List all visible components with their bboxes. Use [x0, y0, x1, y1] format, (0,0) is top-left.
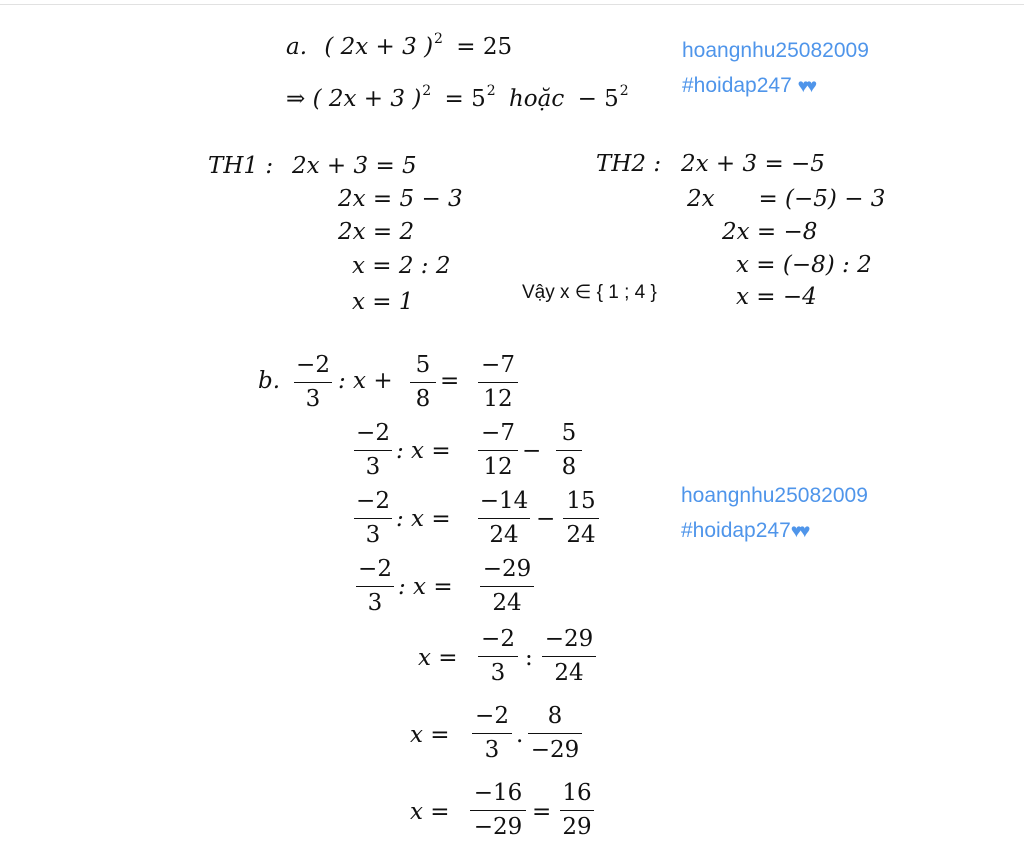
fraction: [480, 558, 534, 615]
exponent: 2: [486, 83, 496, 99]
heart-icon: ♥♥: [797, 76, 815, 97]
neg-rhs: − 5: [577, 86, 619, 112]
denominator: 3: [484, 737, 500, 764]
fraction: [556, 422, 582, 479]
fraction-bar: [478, 656, 518, 657]
fraction: [528, 705, 582, 762]
denominator: 24: [566, 522, 596, 549]
expr: ( 2x + 3 ): [312, 86, 422, 112]
exponent: 2: [422, 83, 432, 99]
denominator: 3: [365, 454, 381, 481]
case2-line-1: 2x + 3 = −5: [681, 151, 825, 177]
top-divider: [0, 4, 1024, 5]
fraction-bar: [478, 382, 518, 383]
exponent: 2: [619, 83, 629, 99]
fraction: [356, 558, 394, 615]
fraction: [354, 490, 392, 547]
numerator: −29: [482, 556, 532, 582]
case1-line-4: x = 2 : 2: [352, 253, 451, 279]
fraction: [478, 628, 518, 685]
numerator: −2: [296, 352, 330, 378]
fraction-bar: [556, 450, 582, 451]
case2-line-3: 2x = −8: [722, 219, 818, 245]
fraction-bar: [478, 518, 530, 519]
fraction-bar: [354, 518, 392, 519]
numerator: 16: [562, 780, 592, 806]
case1-label: TH1 :: [208, 153, 274, 179]
fraction: [410, 354, 436, 411]
denominator: 3: [367, 590, 383, 617]
fraction-bar: [563, 518, 599, 519]
fraction: [354, 422, 392, 479]
operator: −: [522, 438, 542, 464]
operator: −: [536, 506, 556, 532]
conclusion-text: Vậy x ∈ { 1 ; 4 }: [522, 282, 657, 303]
denominator: 12: [483, 454, 513, 481]
denominator: 24: [492, 590, 522, 617]
fraction-bar: [472, 733, 512, 734]
numerator: −14: [479, 488, 529, 514]
denominator: 12: [483, 386, 513, 413]
equals-sign: =: [532, 799, 552, 825]
fraction: [470, 782, 526, 839]
denominator: 8: [415, 386, 431, 413]
numerator: −16: [473, 780, 523, 806]
fraction: [542, 628, 596, 685]
x-equals: x =: [410, 799, 450, 825]
fraction-bar: [528, 733, 582, 734]
watermark-user-2: hoangnhu25082009: [681, 484, 868, 507]
exponent: 2: [434, 31, 443, 47]
denominator: 29: [562, 814, 592, 841]
denominator: −29: [530, 737, 580, 764]
part-b-label: b.: [258, 368, 281, 394]
rhs: = 25: [456, 34, 513, 60]
fraction-bar: [410, 382, 436, 383]
denominator: 3: [305, 386, 321, 413]
fraction: [563, 490, 599, 547]
fraction: [478, 422, 518, 479]
numerator: −2: [356, 488, 390, 514]
case1-line-2: 2x = 5 − 3: [338, 186, 463, 212]
part-a-line-2: [286, 83, 629, 112]
fraction-bar: [560, 810, 594, 811]
fraction-bar: [478, 450, 518, 451]
watermark-tag-text: #hoidap247: [681, 519, 791, 542]
fraction-bar: [470, 810, 526, 811]
x-equals: x =: [410, 722, 450, 748]
numerator: 15: [566, 488, 596, 514]
part-a-line-1: [286, 31, 513, 60]
equals-sign: =: [440, 368, 460, 394]
case1-line-3: 2x = 2: [338, 219, 415, 245]
numerator: −2: [358, 556, 392, 582]
watermark-tag-2: [681, 520, 807, 541]
numerator: 5: [561, 420, 577, 446]
denominator: 3: [490, 660, 506, 687]
rhs: = 5: [444, 86, 486, 112]
denominator: 3: [365, 522, 381, 549]
numerator: −2: [356, 420, 390, 446]
numerator: 5: [415, 352, 431, 378]
watermark-tag-text: #hoidap247: [682, 74, 792, 97]
fraction-bar: [542, 656, 596, 657]
case2-line-2: 2x = (−5) − 3: [687, 186, 886, 212]
denominator: 8: [561, 454, 577, 481]
fraction: [294, 354, 332, 411]
expr: ( 2x + 3 ): [324, 34, 434, 60]
operator: :: [525, 645, 533, 671]
or-word: hoặc: [508, 86, 565, 112]
heart-icon: ♥♥: [790, 521, 808, 542]
fraction-bar: [356, 586, 394, 587]
numerator: −7: [481, 352, 515, 378]
operator: : x =: [396, 438, 451, 464]
numerator: 8: [547, 703, 563, 729]
part-a-label: a.: [286, 34, 308, 60]
case2-line-5: x = −4: [736, 284, 817, 310]
denominator: 24: [489, 522, 519, 549]
fraction: [478, 490, 530, 547]
operator: : x +: [338, 368, 393, 394]
case1-line-5: x = 1: [352, 289, 414, 315]
operator: : x =: [396, 506, 451, 532]
case2-label: TH2 :: [596, 151, 662, 177]
fraction-bar: [294, 382, 332, 383]
operator: : x =: [398, 574, 453, 600]
x-equals: x =: [418, 645, 458, 671]
numerator: −2: [475, 703, 509, 729]
fraction: [478, 354, 518, 411]
fraction-bar: [480, 586, 534, 587]
denominator: −29: [473, 814, 523, 841]
numerator: −29: [544, 626, 594, 652]
watermark-user-1: hoangnhu25082009: [682, 39, 869, 62]
fraction-bar: [354, 450, 392, 451]
denominator: 24: [554, 660, 584, 687]
watermark-tag-1: [682, 75, 814, 96]
numerator: −7: [481, 420, 515, 446]
numerator: −2: [481, 626, 515, 652]
case1-line-1: 2x + 3 = 5: [292, 153, 417, 179]
case2-line-4: x = (−8) : 2: [736, 252, 872, 278]
implies-arrow: ⇒: [286, 86, 306, 112]
fraction: [472, 705, 512, 762]
fraction: [560, 782, 594, 839]
operator: .: [516, 722, 524, 748]
